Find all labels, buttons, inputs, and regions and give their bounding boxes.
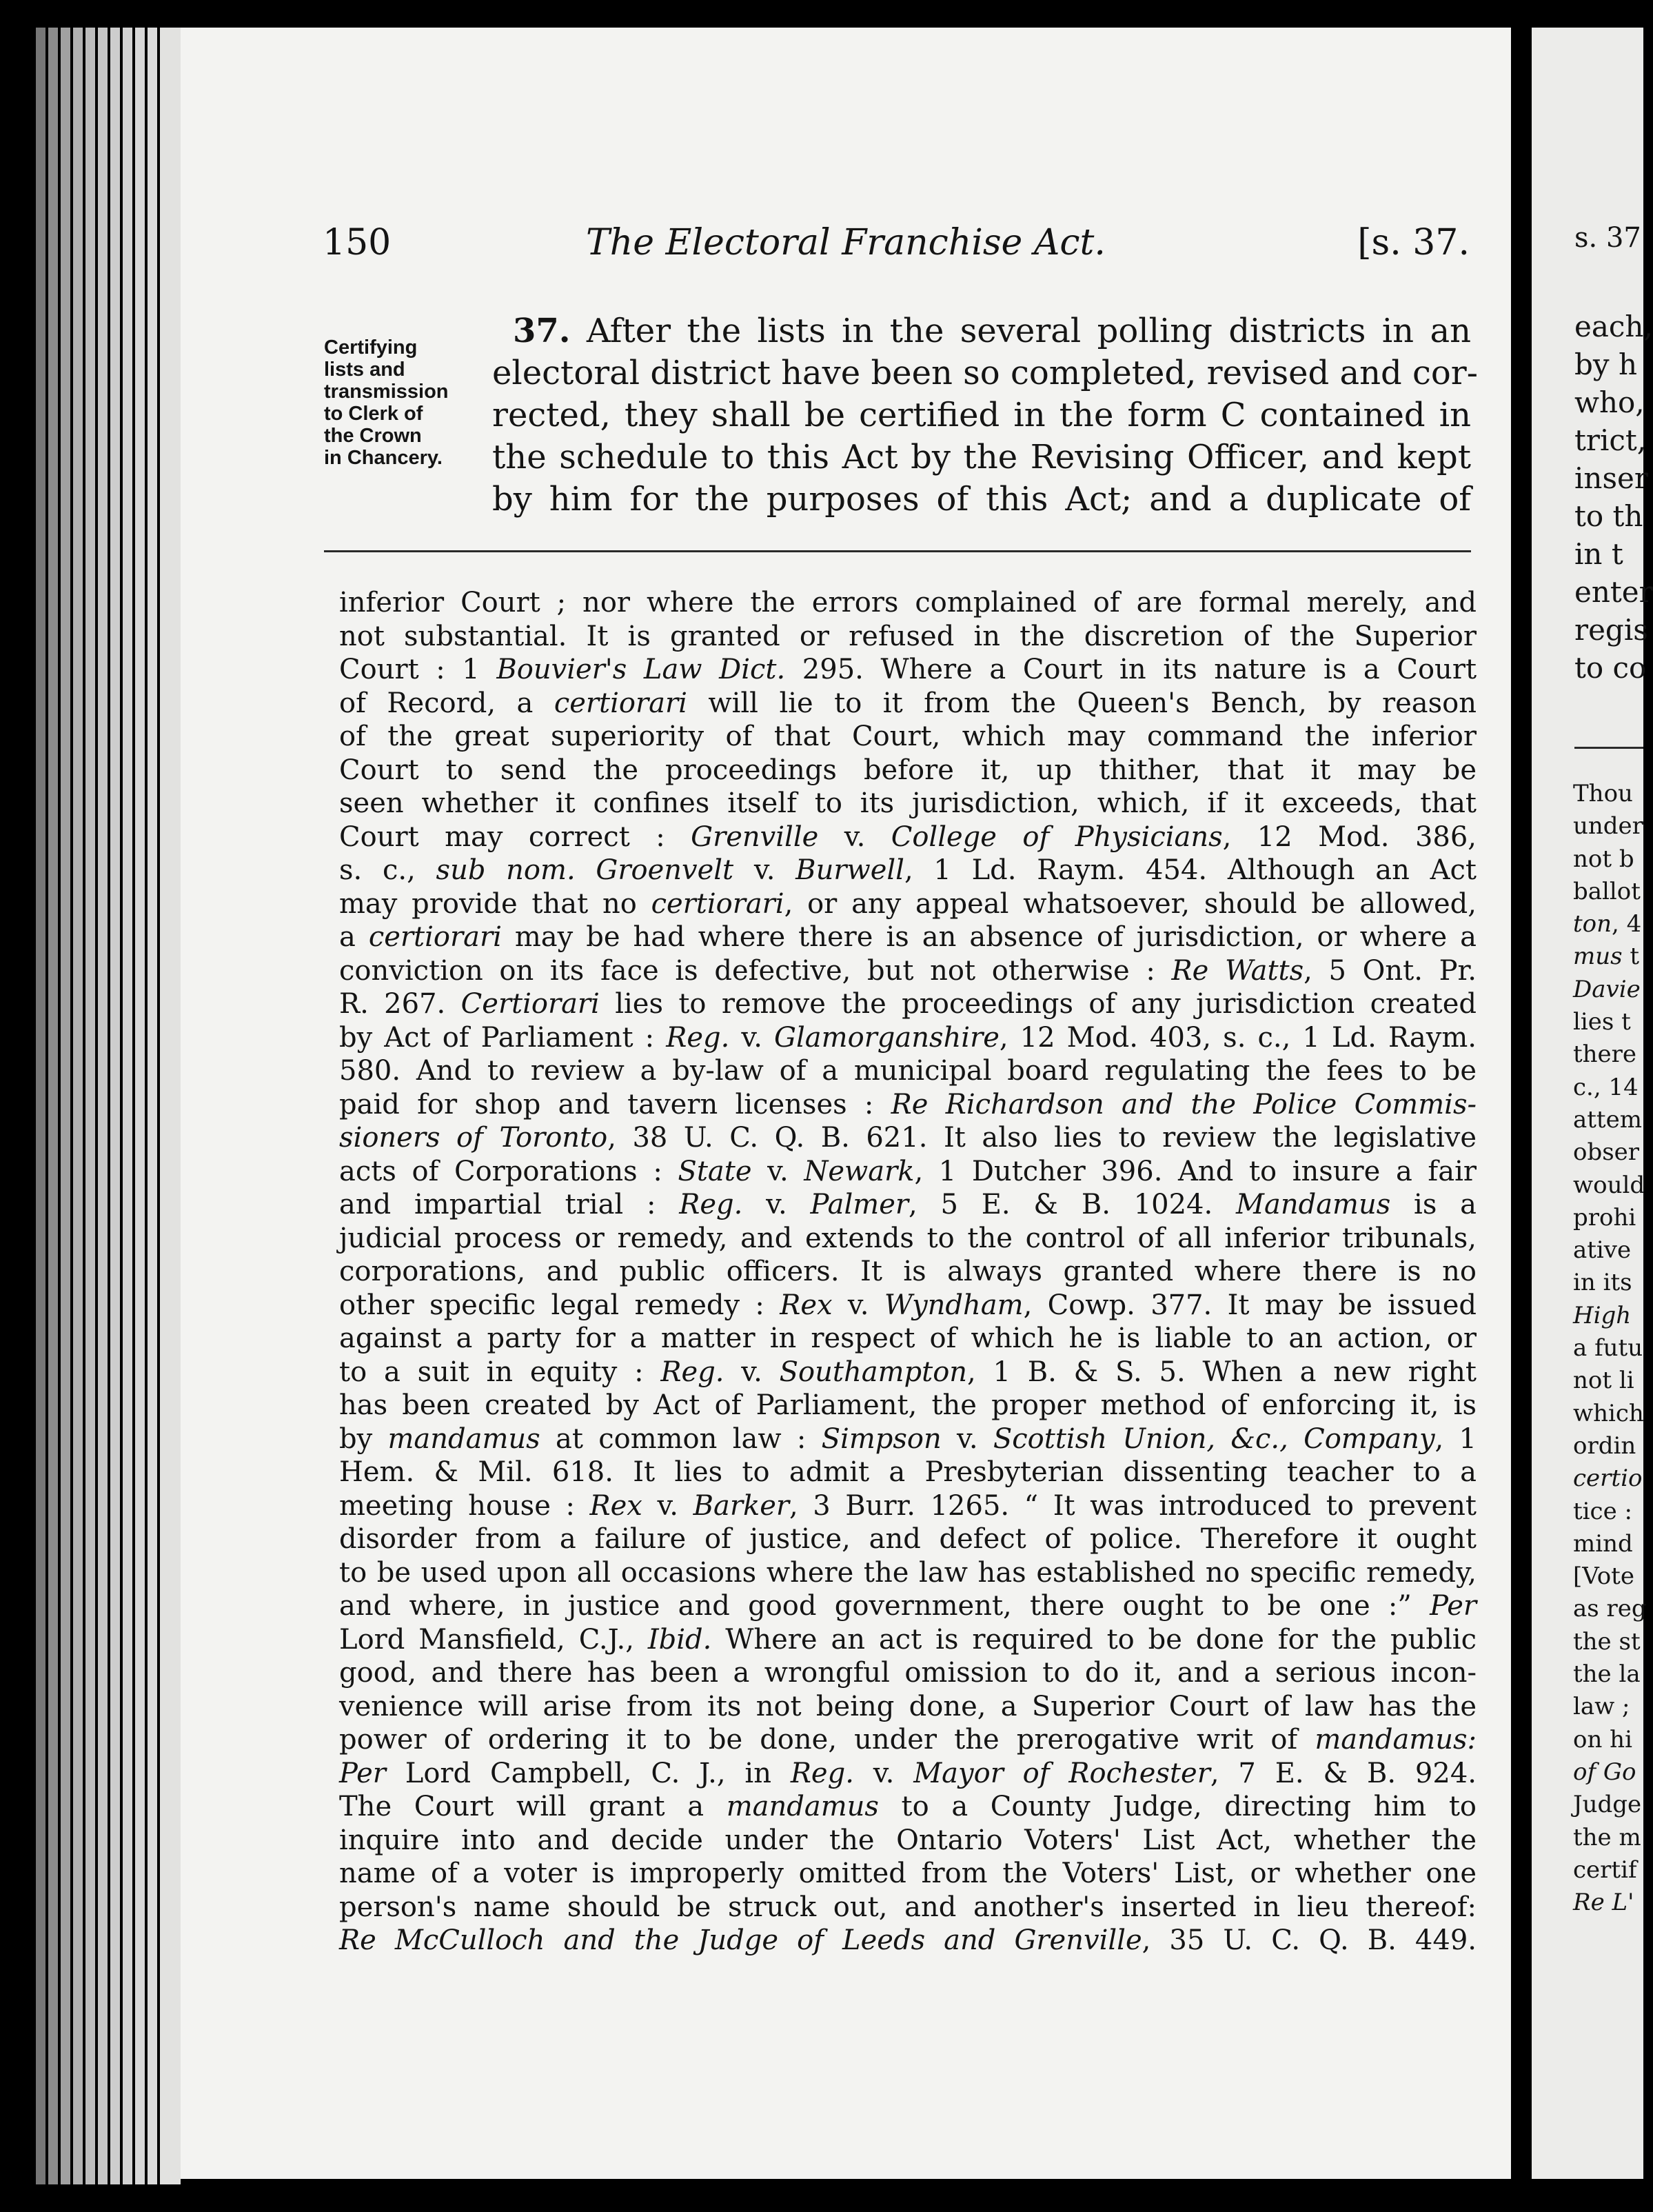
footnote-line: has been created by Act of Parliament, the proper method of enforcing it, is [339,1389,1477,1421]
footnote-line: not substantial. It is granted or refused in the discretion of the Superior [339,620,1477,652]
margin-note-line: Certifying [324,336,418,359]
facing-page-note-line: tice : [1573,1497,1632,1525]
facing-page-note-line: obser [1573,1138,1640,1167]
footnote-line: judicial process or remedy, and extends to the control of all inferior tribunals, [339,1222,1477,1254]
footnote-rule [324,550,1471,552]
facing-page-note-line: [Vote [1573,1562,1634,1591]
facing-page-notes [1573,778,1647,1919]
facing-page-note-line: Judge [1573,1791,1642,1819]
facing-page-note-line: the m [1573,1823,1641,1851]
page-edge [148,28,157,2184]
facing-page-note-line: mus t [1573,943,1640,971]
facing-page-note-line: there [1573,1040,1637,1069]
footnote-line: to be used upon all occasions where the law has established no specific remedy, [339,1556,1477,1589]
facing-page-note-line: of Go [1573,1758,1636,1786]
footnote-line: Court to send the proceedings before it, up thither, that it may be [339,754,1477,786]
margin-note-line: transmission [324,381,449,403]
facing-page [1532,28,1653,2179]
facing-page-note-line: a futu [1573,1334,1643,1363]
footnote-line: paid for shop and tavern licenses : Re Richardson and the Police Commis- [339,1088,1477,1120]
footnote-line: Hem. & Mil. 618. It lies to admit a Presbyterian dissenting teacher to a [339,1456,1477,1488]
footnote-line: power of ordering it to be done, under the prerogative writ of mandamus: [339,1724,1477,1756]
facing-page-note-line: would [1573,1171,1645,1199]
facing-page-text [1574,308,1653,687]
facing-page-note-line: Re L' [1573,1889,1634,1917]
page-edge [36,28,45,2184]
footnote-line: venience will arise from its not being done, a Superior Court of law has the [339,1690,1477,1722]
section-line [492,310,1471,352]
footnote-line: may provide that no certiorari, or any appeal whatsoever, should be allowed, [339,887,1477,920]
facing-page-note-line: under [1573,812,1643,841]
footnote-line: acts of Corporations : State v. Newark, 1 Dutcher 396. And to insure a fair [339,1155,1477,1187]
page-edge [61,28,70,2184]
footnote-line: to a suit in equity : Reg. v. Southampton, 1 B. & S. 5. When a new right [339,1356,1477,1388]
section-mark: [s. 37. [1357,222,1470,263]
facing-page-note-line: the st [1573,1627,1641,1656]
facing-page-note-line: High [1573,1301,1632,1329]
section-line: by him for the purposes of this Act; and a duplicate of [492,480,1471,519]
facing-page-note-line: c., 14 [1573,1073,1639,1101]
section-number: 37. [513,312,571,350]
facing-page-note-line: Thou [1573,780,1633,807]
footnote-line: and impartial trial : Reg. v. Palmer, 5 E. & B. 1024. Mandamus is a [339,1189,1477,1220]
page-edge [160,28,181,2184]
footnote-line: other specific legal remedy : Rex v. Wyndham, Cowp. 377. It may be issued [339,1289,1477,1321]
facing-page-note-line: law ; [1573,1693,1630,1721]
running-title: The Electoral Franchise Act. [586,222,1106,263]
facing-footnote-rule [1574,747,1643,749]
margin-note-line: lists and [324,359,405,381]
footnote-line: s. c., sub nom. Groenvelt v. Burwell, 1 Ld. Raym. 454. Although an Act [339,854,1477,886]
footnote-line: seen whether it confines itself to its jurisdiction, which, if it exceeds, that [339,787,1477,819]
facing-page-note-line: not b [1573,845,1634,873]
margin-note-line: the Crown [324,425,422,447]
facing-page-note-line: in its [1573,1269,1632,1297]
facing-page-note-line: not li [1573,1367,1634,1395]
page-number: 150 [323,222,392,263]
facing-page-note-line: the la [1573,1660,1641,1689]
footnote-line: by mandamus at common law : Simpson v. Scottish Union, &c., Company, 1 [339,1422,1477,1455]
page-edge [110,28,120,2184]
footnote-line: The Court will grant a mandamus to a County Judge, directing him to [339,1791,1477,1822]
facing-page-line: enter [1574,575,1653,609]
margin-note-line: in Chancery. [324,447,443,469]
facing-page-note-line: lies t [1573,1008,1631,1036]
footnote-line: meeting house : Rex v. Barker, 3 Burr. 1265. “ It was introduced to prevent [339,1489,1477,1522]
page-edge [73,28,83,2184]
facing-page-note-line: Davie [1573,975,1641,1003]
footnote-line: R. 267. Certiorari lies to remove the proceedings of any jurisdiction created [339,988,1477,1020]
footnote-line: against a party for a matter in respect of which he is liable to an action, or [339,1323,1477,1354]
footnote-line: and where, in justice and good government, there ought to be one :” Per [339,1590,1477,1622]
footnote-line: conviction on its face is defective, but not otherwise : Re Watts, 5 Ont. Pr. [339,954,1477,987]
facing-page-line: to co [1574,651,1647,685]
facing-page-line: each, [1574,310,1653,343]
facing-page-note-line: certif [1573,1856,1637,1884]
facing-page-note-line: ballot [1573,877,1641,905]
facing-page-note-line: as reg [1573,1595,1647,1623]
footnote-line: corporations, and public officers. It is always granted where there is no [339,1256,1477,1287]
footnote-line: Court may correct : Grenville v. College of Physicians, 12 Mod. 386, [339,821,1477,853]
footnote-line: a certiorari may be had where there is an absence of jurisdiction, or where a [339,921,1477,953]
footnote-line: person's name should be struck out, and another's inserted in lieu thereof: [339,1891,1477,1923]
section-text [492,310,1478,521]
footnote-line: inquire into and decide under the Ontario Voters' List Act, whether the [339,1824,1477,1856]
facing-page-line: by h [1574,348,1638,381]
footnote-line: 580. And to review a by-law of a municipal board regulating the fees to be [339,1055,1477,1087]
facing-page-note-line: mind [1573,1529,1633,1558]
facing-page-note-line: ordin [1573,1431,1636,1460]
facing-page-line: to th [1574,499,1643,533]
section-line-text: After the lists in the several polling districts in an [570,312,1471,350]
footnote-line: name of a voter is improperly omitted from the Voters' List, or whether one [339,1858,1477,1889]
page-edge [48,28,58,2184]
page-edge [85,28,95,2184]
footnote-line: Re McCulloch and the Judge of Leeds and Grenville, 35 U. C. Q. B. 449. [339,1924,1477,1956]
page-edge [123,28,132,2184]
footnote-line: sioners of Toronto, 38 U. C. Q. B. 621. It also lies to review the legislative [339,1122,1477,1154]
facing-page-line: inser [1574,461,1648,495]
footnote-line: Per Lord Campbell, C. J., in Reg. v. Mayor of Rochester, 7 E. & B. 924. [339,1757,1477,1789]
footnote-line: disorder from a failure of justice, and defect of police. Therefore it ought [339,1523,1477,1555]
footnote-line: of Record, a certiorari will lie to it from the Queen's Bench, by reason [339,687,1477,719]
section-line: electoral district have been so completed, revised and cor- [492,354,1478,392]
facing-page-line: in t [1574,537,1623,571]
section-line: rected, they shall be certified in the form C contained in [492,396,1471,434]
facing-page-note-line: prohi [1573,1203,1636,1231]
facing-page-note-line: certio [1573,1465,1643,1493]
page-edge [135,28,145,2184]
footnote-text [339,586,1477,1958]
facing-page-header: s. 37 [1574,222,1641,254]
margin-note-line: to Clerk of [324,403,423,425]
facing-page-line: trict, [1574,423,1647,457]
footnote-line: of the great superiority of that Court, which may command the inferior [339,721,1477,752]
section-line: the schedule to this Act by the Revising Officer, and kept [492,438,1471,476]
footnote-line: inferior Court ; nor where the errors complained of are formal merely, and [339,587,1477,619]
facing-page-note-line: ton, 4 [1573,910,1642,938]
footnote-line: by Act of Parliament : Reg. v. Glamorganshire, 12 Mod. 403, s. c., 1 Ld. Raym. [339,1021,1477,1054]
footnote-line: good, and there has been a wrongful omission to do it, and a serious incon- [339,1657,1477,1689]
facing-page-note-line: attem [1573,1105,1642,1134]
margin-note [324,336,483,469]
facing-page-note-line: on hi [1573,1725,1632,1753]
facing-page-line: who, [1574,385,1645,419]
facing-page-note-line: ative [1573,1236,1632,1265]
page-edge [98,28,108,2184]
footnote-line: Lord Mansfield, C.J., Ibid. Where an act is required to be done for the public [339,1623,1477,1656]
footnote-line: Court : 1 Bouvier's Law Dict. 295. Where a Court in its nature is a Court [339,654,1477,685]
book-page [181,28,1511,2179]
facing-page-note-line: which [1573,1399,1644,1427]
facing-page-line: regis [1574,613,1648,647]
